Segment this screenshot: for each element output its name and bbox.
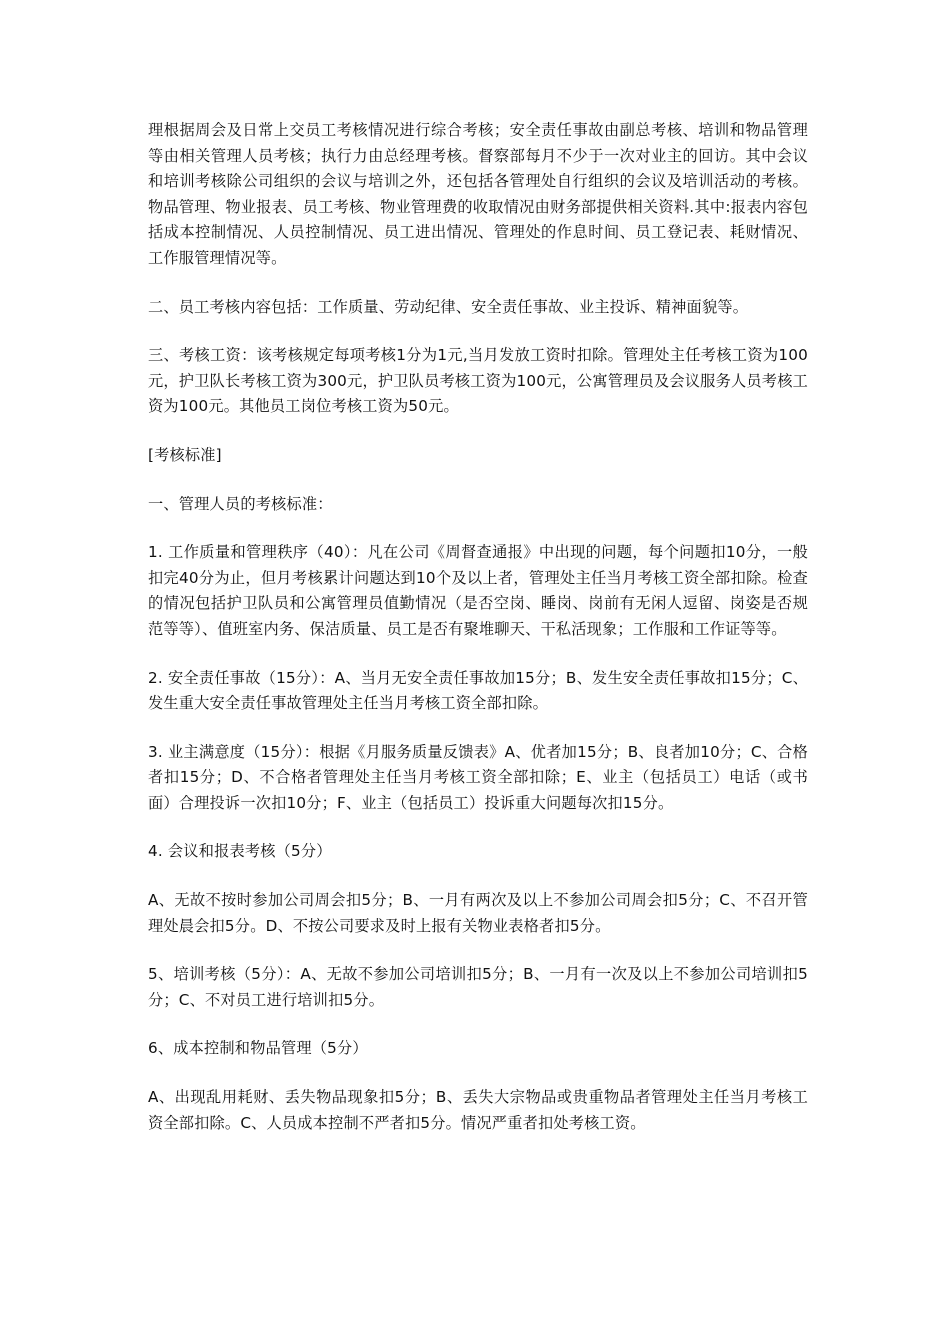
paragraph-gap	[148, 420, 808, 443]
paragraph-gap	[148, 939, 808, 962]
item-work-quality: 1. 工作质量和管理秩序（40）：凡在公司《周督查通报》中出现的问题，每个问题扣10分，一般扣完40分为止，但月考核累计问题达到10个及以上者，管理处主任当月考核工资全部扣除。检查的情况包括护卫队员和公寓管理员值勤情况（是否空岗、睡岗、岗前有无闲人逗留、岗姿是否规范等等）、值班室内务、保洁质量、员工是否有聚堆聊天、干私活现象；工作服和工作证等等。	[148, 543, 808, 638]
paragraph-gap	[148, 643, 808, 666]
paragraph-intro: 理根据周会及日常上交员工考核情况进行综合考核；安全责任事故由副总考核、培训和物品管理等由相关管理人员考核；执行力由总经理考核。督察部每月不少于一次对业主的回访。其中会议和培训考核除公司组织的会议与培训之外，还包括各管理处自行组织的会议及培训活动的考核。物品管理、物业报表、员工考核、物业管理费的收取情况由财务部提供相关资料.其中:报表内容包括成本控制情况、人员控制情况、员工进出情况、管理处的作息时间、员工登记表、耗财情况、工作服管理情况等。	[148, 121, 808, 267]
paragraph-gap	[148, 1013, 808, 1036]
paragraph-gap	[148, 517, 808, 540]
document-body	[148, 118, 808, 1136]
paragraph-gap	[148, 1062, 808, 1085]
paragraph-gap	[148, 469, 808, 492]
item-training: 5、培训考核（5分）：A、无故不参加公司培训扣5分；B、一月有一次及以上不参加公司培训扣5分；C、不对员工进行培训扣5分。	[148, 965, 808, 1009]
paragraph-gap	[148, 320, 808, 343]
item-satisfaction: 3. 业主满意度（15分）：根据《月服务质量反馈表》A、优者加15分；B、良者加10分；C、合格者扣15分；D、不合格者管理处主任当月考核工资全部扣除；E、业主（包括员工）电话（或书面）合理投诉一次扣10分；F、业主（包括员工）投诉重大问题每次扣15分。	[148, 742, 808, 812]
paragraph-gap	[148, 272, 808, 295]
heading-manager-standards: 一、管理人员的考核标准：	[148, 494, 333, 513]
item-cost-detail: A、出现乱用耗财、丢失物品现象扣5分；B、丢失大宗物品或贵重物品者管理处主任当月考核工资全部扣除。C、人员成本控制不严者扣5分。情况严重者扣处考核工资。	[148, 1088, 808, 1132]
item-cost-heading: 6、成本控制和物品管理（5分）	[148, 1039, 368, 1058]
item-meetings-detail: A、无故不按时参加公司周会扣5分；B、一月有两次及以上不参加公司周会扣5分；C、不召开管理处晨会扣5分。D、不按公司要求及时上报有关物业表格者扣5分。	[148, 891, 808, 935]
paragraph-section-2: 二、员工考核内容包括：工作质量、劳动纪律、安全责任事故、业主投诉、精神面貌等。	[148, 297, 749, 316]
item-safety: 2. 安全责任事故（15分）：A、当月无安全责任事故加15分；B、发生安全责任事故扣15分；C、发生重大安全责任事故管理处主任当月考核工资全部扣除。	[148, 668, 808, 713]
paragraph-section-3: 三、考核工资：该考核规定每项考核1分为1元,当月发放工资时扣除。管理处主任考核工资为100元，护卫队长考核工资为300元，护卫队员考核工资为100元，公寓管理员及会议服务人员考核工资为100元。其他员工岗位考核工资为50元。	[148, 346, 808, 416]
item-meetings-heading: 4. 会议和报表考核（5分）	[148, 842, 332, 861]
paragraph-gap	[148, 816, 808, 839]
paragraph-gap	[148, 717, 808, 740]
heading-standards: [考核标准]	[148, 445, 222, 464]
paragraph-gap	[148, 865, 808, 888]
